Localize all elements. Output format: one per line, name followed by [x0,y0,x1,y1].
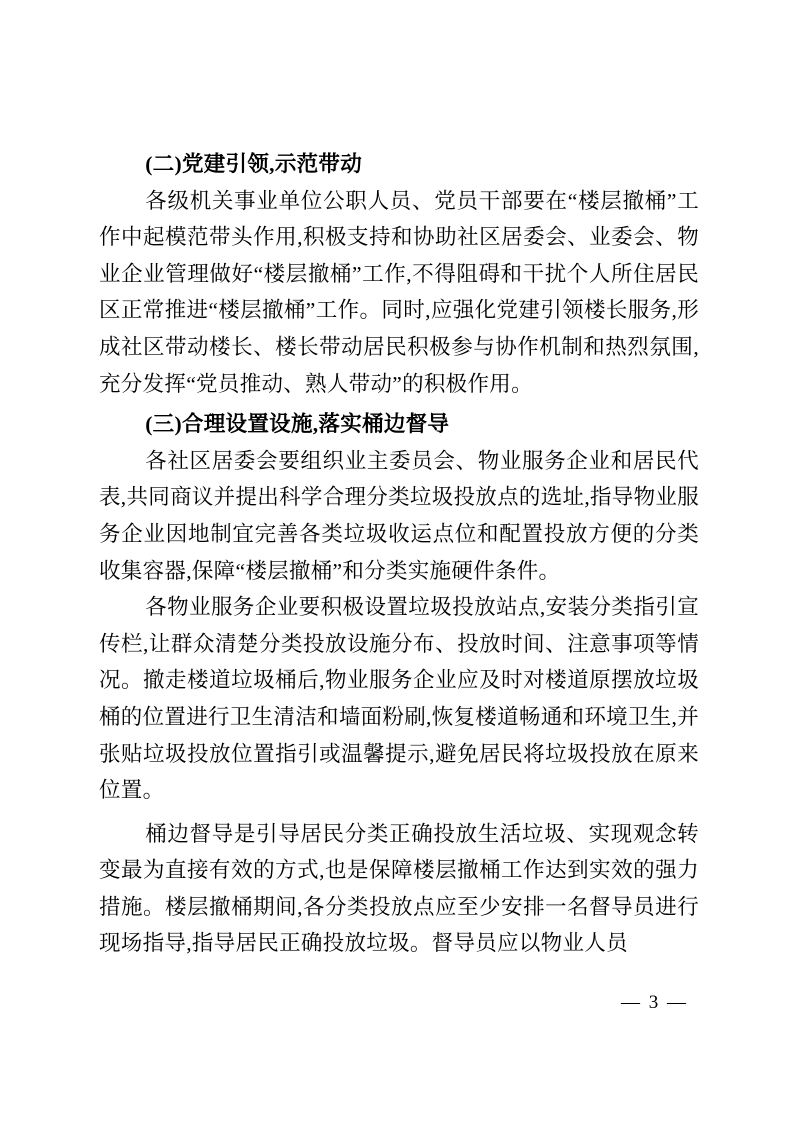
document-body [99,146,699,962]
section-heading-2: (二)党建引领,示范带动 [145,152,363,176]
page-number: — 3 — [621,992,688,1013]
body-paragraph: 各物业服务企业要积极设置垃圾投放站点,安装分类指引宣传栏,让群众清楚分类投放设施分布、投放时间、注意事项等情况。撤走楼道垃圾桶后,物业服务企业应及时对楼道原摆放垃圾桶的位置进行卫生清洁和墙面粉刷,恢复楼道畅通和环境卫生,并张贴垃圾投放位置指引或温馨提示,避免居民将垃圾投放在原来位置。 [99,595,699,803]
body-paragraph: 各级机关事业单位公职人员、党员干部要在“楼层撤桶”工作中起模范带头作用,积极支持和协助社区居委会、业委会、物业企业管理做好“楼层撤桶”工作,不得阻碍和干扰个人所住居民区正常推进“楼层撤桶”工作。同时,应强化党建引领楼长服务,形成社区带动楼长、楼长带动居民积极参与协作机制和热烈氛围,充分发挥“党员推动、熟人带动”的积极作用。 [99,188,699,396]
section-heading-3: (三)合理设置设施,落实桶边督导 [145,412,450,437]
body-paragraph: 桶边督导是引导居民分类正确投放生活垃圾、实现观念转变最为直接有效的方式,也是保障楼层撤桶工作达到实效的强力措施。楼层撤桶期间,各分类投放点应至少安排一名督导员进行现场指导,指导居民正确投放垃圾。督导员应以物业人员 [99,821,699,956]
body-paragraph: 各社区居委会要组织业主委员会、物业服务企业和居民代表,共同商议并提出科学合理分类垃圾投放点的选址,指导物业服务企业因地制宜完善各类垃圾收运点位和配置投放方便的分类收集容器,保障“楼层撤桶”和分类实施硬件条件。 [99,448,699,583]
